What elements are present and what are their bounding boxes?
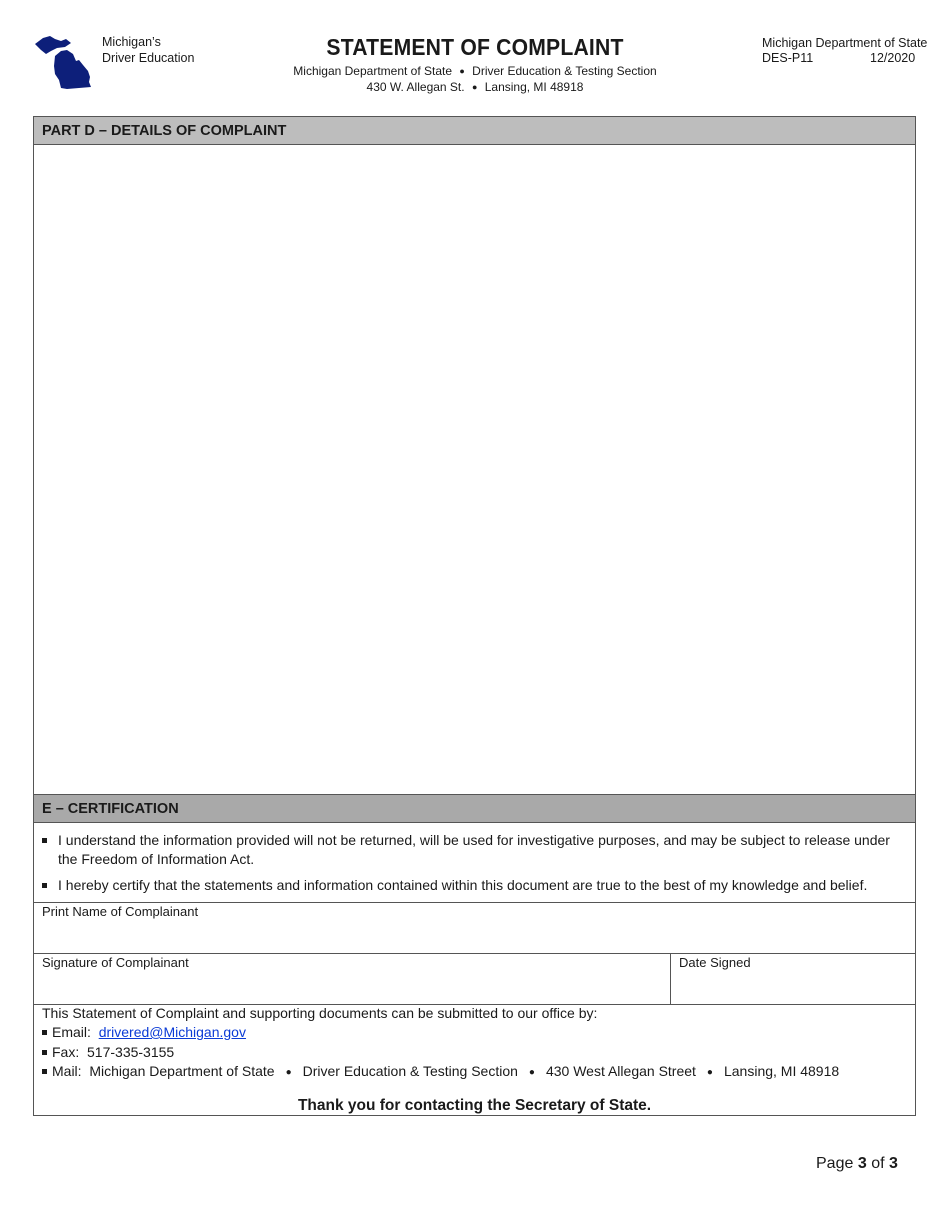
fax-line [42, 1043, 174, 1062]
certification-statements [34, 823, 915, 903]
bullet-dot-icon: ● [459, 66, 465, 76]
thank-you-message: Thank you for contacting the Secretary of State. [297, 1097, 652, 1114]
form-code: DES-P11 [762, 51, 814, 65]
mail-label: Mail: [52, 1063, 82, 1079]
email-line [42, 1023, 246, 1042]
mail-section: Driver Education & Testing Section [302, 1063, 518, 1079]
email-link[interactable]: drivered@Michigan.gov [98, 1024, 246, 1040]
fax-number: 517-335-3155 [87, 1044, 175, 1060]
square-bullet-icon [42, 1030, 47, 1035]
bullet-dot-icon: ● [285, 1067, 292, 1078]
statement-1-text: I understand the information provided will not be returned, will be used for investigative purposes, and may be subject to release under the Freedom of Information Act. [58, 832, 890, 867]
complaint-details-field[interactable] [34, 145, 915, 794]
print-name-label: Print Name of Complainant [42, 904, 199, 919]
date-signed-label: Date Signed [679, 955, 751, 970]
submission-info [34, 1004, 915, 1115]
square-bullet-icon [42, 1069, 47, 1074]
submission-intro: This Statement of Complaint and supporting documents can be submitted to our office by: [42, 1005, 598, 1021]
bullet-dot-icon: ● [471, 82, 478, 92]
logo-line-1: Michigan’s [102, 35, 161, 49]
square-bullet-icon [42, 883, 47, 888]
signature-row [34, 953, 915, 1005]
certification-statement-2 [42, 876, 905, 895]
subtitle-section: Driver Education & Testing Section [472, 64, 657, 78]
field-divider [670, 953, 671, 1004]
form-revision-date: 12/2020 [870, 51, 916, 65]
address-city: Lansing, MI 48918 [484, 80, 584, 94]
print-name-field[interactable] [34, 902, 915, 954]
mail-dept: Michigan Department of State [89, 1063, 275, 1079]
bullet-dot-icon: ● [528, 1067, 535, 1078]
form-subtitle [0, 64, 950, 78]
mail-city: Lansing, MI 48918 [723, 1063, 840, 1079]
page-current: 3 [857, 1155, 867, 1172]
page-prefix: Page [816, 1155, 854, 1172]
address-street: 430 W. Allegan St. [366, 80, 465, 94]
square-bullet-icon [42, 1050, 47, 1055]
bullet-dot-icon: ● [706, 1067, 713, 1078]
signature-label: Signature of Complainant [42, 955, 189, 970]
form-address [0, 80, 950, 94]
mail-line [42, 1062, 839, 1082]
part-d-heading: PART D – DETAILS OF COMPLAINT [34, 117, 915, 145]
form-frame [33, 116, 916, 1116]
header-dept: Michigan Department of State [762, 36, 928, 50]
mail-street: 430 West Allegan Street [545, 1063, 696, 1079]
part-e-heading: E – CERTIFICATION [34, 794, 915, 823]
square-bullet-icon [42, 838, 47, 843]
page-total: 3 [888, 1155, 898, 1172]
page-of: of [871, 1155, 885, 1172]
form-title: STATEMENT OF COMPLAINT [326, 34, 624, 60]
page-number [816, 1155, 898, 1173]
statement-2-text: I hereby certify that the statements and information contained within this document are true to the best of my knowledge and belief. [58, 877, 868, 893]
logo-line-2: Driver Education [102, 51, 195, 65]
email-label: Email: [52, 1024, 91, 1040]
fax-label: Fax: [52, 1044, 80, 1060]
certification-statement-1 [42, 831, 905, 869]
subtitle-dept: Michigan Department of State [293, 64, 453, 78]
